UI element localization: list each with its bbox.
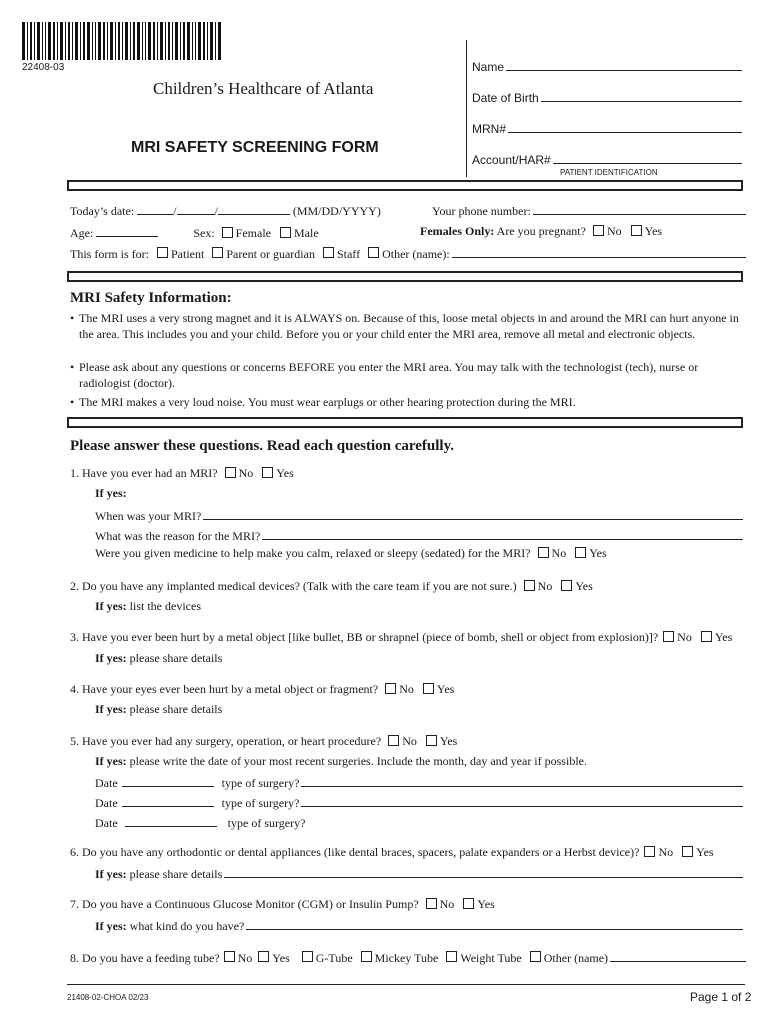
surgery-type-input[interactable]: [301, 794, 743, 807]
question-6: 6. Do you have any orthodontic or dental appliances (like dental braces, spacers, palate expanders or a Herbst device)? No Yes: [70, 845, 714, 859]
surgery-row: Date type of surgery?: [95, 774, 743, 791]
q6-followup: If yes: please share details: [95, 865, 743, 882]
id-divider: [466, 40, 467, 177]
name-field[interactable]: Name: [472, 58, 742, 74]
q4-yes-checkbox[interactable]: [423, 683, 434, 694]
q8-no-checkbox[interactable]: [224, 951, 235, 962]
q1-when-row: When was your MRI?: [95, 507, 743, 524]
section-divider-1: [67, 180, 743, 191]
q3-followup: If yes: please share details: [95, 651, 223, 665]
mickey-tube-checkbox[interactable]: [361, 951, 372, 962]
age-input[interactable]: [96, 224, 158, 237]
question-3: 3. Have you ever been hurt by a metal object [like bullet, BB or shrapnel (piece of bomb, shell or object from explosion)]? No Yes: [70, 630, 733, 644]
q7-no-checkbox[interactable]: [426, 898, 437, 909]
page-number: Page 1 of 2: [690, 990, 752, 1004]
date-day[interactable]: [177, 202, 215, 215]
g-tube-checkbox[interactable]: [302, 951, 313, 962]
weight-tube-checkbox[interactable]: [446, 951, 457, 962]
question-1: 1. Have you ever had an MRI? No Yes: [70, 466, 294, 480]
question-4: 4. Have your eyes ever been hurt by a metal object or fragment? No Yes: [70, 682, 455, 696]
other-tube-input[interactable]: [610, 949, 746, 962]
patient-checkbox[interactable]: [157, 247, 168, 258]
org-name: Children’s Healthcare of Atlanta: [153, 79, 374, 98]
pregnant-yes-checkbox[interactable]: [631, 225, 642, 236]
dob-field[interactable]: Date of Birth: [472, 89, 742, 105]
q4-followup: If yes: please share details: [95, 702, 223, 716]
other-name-input[interactable]: [452, 245, 746, 258]
q8-yes-checkbox[interactable]: [258, 951, 269, 962]
surgery-date-input[interactable]: [122, 794, 214, 807]
safety-bullet: • Please ask about any questions or concerns BEFORE you enter the MRI area. You may talk with the technologist (tech), nurse or radiologist (doctor).: [70, 360, 699, 390]
other-tube-checkbox[interactable]: [530, 951, 541, 962]
q1-sedated-row: Were you given medicine to help make you calm, relaxed or sleepy (sedated) for the MRI? No Yes: [95, 546, 607, 560]
q2-no-checkbox[interactable]: [524, 580, 535, 591]
q3-no-checkbox[interactable]: [663, 631, 674, 642]
footer-rule: [67, 984, 745, 985]
surgery-type-input[interactable]: [301, 774, 743, 787]
q2-followup: If yes: list the devices: [95, 599, 201, 613]
q1-sedated-yes-checkbox[interactable]: [575, 547, 586, 558]
q6-yes-checkbox[interactable]: [682, 846, 693, 857]
pregnancy-row: Females Only: Are you pregnant? No Yes: [420, 224, 663, 238]
question-2: 2. Do you have any implanted medical devices? (Talk with the care team if you are not sure.) No Yes: [70, 579, 593, 593]
q1-reason-row: What was the reason for the MRI?: [95, 527, 743, 544]
footer-form-code: 21408-02-CHOA 02/23: [67, 993, 149, 1002]
age-sex-row: Age: Sex: Female Male: [70, 226, 319, 240]
q6-no-checkbox[interactable]: [644, 846, 655, 857]
q5-yes-checkbox[interactable]: [426, 735, 437, 746]
form-code-top: 22408-03: [22, 62, 65, 73]
patient-id-label: PATIENT IDENTIFICATION: [560, 168, 658, 177]
safety-bullet: • The MRI makes a very loud noise. You must wear earplugs or other hearing protection during the MRI.: [70, 395, 576, 409]
q1-sedated-no-checkbox[interactable]: [538, 547, 549, 558]
q1-when-input[interactable]: [203, 507, 743, 520]
q6-details-input[interactable]: [224, 865, 743, 878]
q4-no-checkbox[interactable]: [385, 683, 396, 694]
if-yes-label: If yes:: [95, 486, 127, 500]
staff-checkbox[interactable]: [323, 247, 334, 258]
surgery-date-input[interactable]: [125, 814, 217, 827]
surgery-row: Date type of surgery?: [95, 794, 743, 811]
date-month[interactable]: [137, 202, 173, 215]
pregnant-no-checkbox[interactable]: [593, 225, 604, 236]
question-8: 8. Do you have a feeding tube? No Yes G-Tube Mickey Tube Weight Tube Other (name): [70, 949, 746, 966]
parent-checkbox[interactable]: [212, 247, 223, 258]
safety-bullet: • The MRI uses a very strong magnet and it is ALWAYS on. Because of this, loose metal objects in and around the MRI can hurt anyone in the area. This includes you and your child. Before you or your child enter the MRI area, remove all metal and electronic objects.: [70, 311, 739, 341]
q3-yes-checkbox[interactable]: [701, 631, 712, 642]
barcode: [22, 22, 222, 60]
form-title: MRI SAFETY SCREENING FORM: [131, 139, 379, 156]
surgery-row: Date type of surgery?: [95, 816, 306, 830]
female-checkbox[interactable]: [222, 227, 233, 238]
question-5: 5. Have you ever had any surgery, operation, or heart procedure? No Yes: [70, 734, 458, 748]
q2-yes-checkbox[interactable]: [561, 580, 572, 591]
q7-details-input[interactable]: [246, 917, 743, 930]
surgery-date-input[interactable]: [122, 774, 214, 787]
q5-no-checkbox[interactable]: [388, 735, 399, 746]
q7-followup: If yes: what kind do you have?: [95, 917, 743, 934]
phone-input[interactable]: [533, 202, 746, 215]
q1-yes-checkbox[interactable]: [262, 467, 273, 478]
account-field[interactable]: Account/HAR#: [472, 151, 742, 167]
phone-row: Your phone number:: [432, 202, 746, 219]
section-divider-3: [67, 417, 743, 428]
other-checkbox[interactable]: [368, 247, 379, 258]
date-year[interactable]: [218, 202, 290, 215]
q7-yes-checkbox[interactable]: [463, 898, 474, 909]
q5-followup: If yes: please write the date of your most recent surgeries. Include the month, day and year if possible.: [95, 754, 587, 768]
q1-no-checkbox[interactable]: [225, 467, 236, 478]
q1-reason-input[interactable]: [262, 527, 743, 540]
male-checkbox[interactable]: [280, 227, 291, 238]
todays-date-row: Today’s date: / / (MM/DD/YYYY): [70, 204, 381, 218]
form-for-row: This form is for: Patient Parent or guardian Staff Other (name):: [70, 245, 746, 262]
question-7: 7. Do you have a Continuous Glucose Monitor (CGM) or Insulin Pump? No Yes: [70, 897, 495, 911]
questions-heading: Please answer these questions. Read each question carefully.: [70, 438, 455, 454]
safety-heading: MRI Safety Information:: [70, 290, 232, 306]
mrn-field[interactable]: MRN#: [472, 120, 742, 136]
section-divider-2: [67, 271, 743, 282]
